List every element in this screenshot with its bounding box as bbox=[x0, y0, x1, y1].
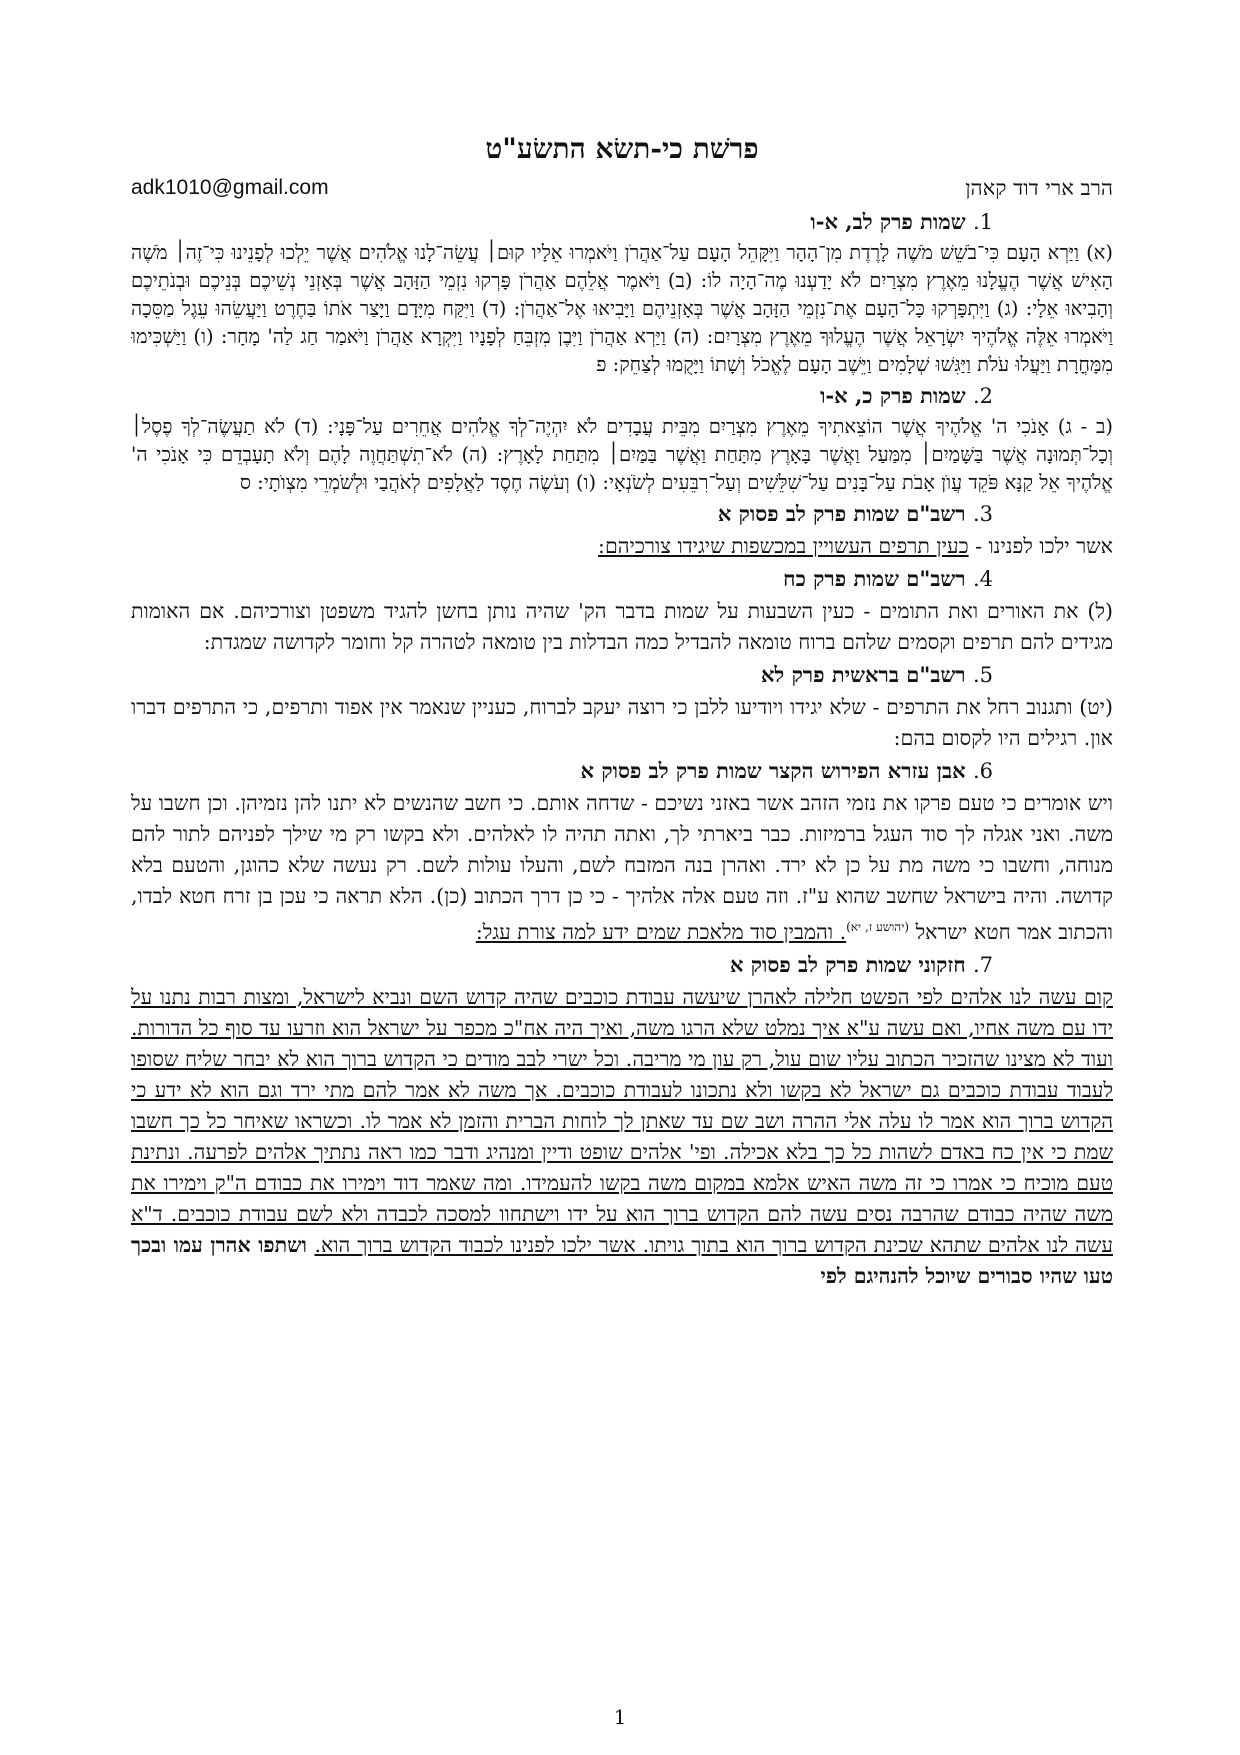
section-number: 6. bbox=[972, 759, 993, 783]
section-text-6 bbox=[131, 788, 1113, 948]
section-heading-7 bbox=[131, 948, 1113, 982]
section-heading-4 bbox=[131, 562, 1113, 596]
header-line bbox=[131, 176, 1113, 201]
body-text: ויש אומרים כי טעם פרקו את נזמי הזהב אשר באזני נשיכם - שדחה אותם. כי חשב שהנשים לא יתנו להן נזמיהן. וכן חשבו על משה. ואני אגלה לך סוד העגל ברמיזות. כבר ביארתי לך, ואתה תהיה לו לאלהים. ולא בקשו רק מי שילך לפניהם לתור להם מנוחה, וחשבו כי משה מת על כן לא ירד. ואהרן בנה המזבח לשם, והעלו עולות לשם. רק נעשה שלא כהוגן, והטעם בלא קדושה. והיה בישראל שחשב שהוא ע"ז. וזה טעם אלה אלהיך - כי כן דרך הכתוב (כן). הלא תראה כי עכן בן זרח חטא לבדו, והכתוב אמר חטא ישראל bbox=[131, 791, 1113, 944]
section-heading-5 bbox=[131, 658, 1113, 692]
section-heading-6 bbox=[131, 754, 1113, 788]
bold-text: ושתפו אהרן עמו ובכך טעו שהיו סבורים שיוכל להנהיגם לפי bbox=[131, 1232, 1113, 1288]
reference-note: (יהושע ז, יא) bbox=[846, 920, 910, 934]
section-number: 4. bbox=[972, 567, 993, 591]
section-title: רשב"ם שמות פרק לב פסוק א bbox=[717, 501, 966, 526]
section-text-5: (יט) ותגנוב רחל את התרפים - שלא יגידו ויודיעו ללבן כי רוצה יעקב לברוח, כעניין שנאמר אין אפוד ותרפים, כי התרפים דברו און. רגילים היו לקסום בהם: bbox=[131, 695, 1113, 750]
section-number: 2. bbox=[972, 384, 993, 408]
section-text-4: (ל) את האורים ואת התומים - כעין השבעות על שמות בדבר הק' שהיה נותן בחשן להגיד משפטן וצורכיהם. אם האומות מגידים להם תרפים וקסמים שלהם ברוח טומאה להבדיל כמה הבדלות בין טומאה לטהרה קל וחומר לקדושה שמגדת: bbox=[131, 599, 1113, 654]
section-title: רשב"ם בראשית פרק לא bbox=[760, 662, 966, 687]
section-heading-3 bbox=[131, 497, 1113, 531]
document-page bbox=[131, 132, 1113, 1292]
section-text-3 bbox=[131, 531, 1113, 562]
section-text-7 bbox=[131, 982, 1113, 1292]
section-number: 1. bbox=[972, 210, 993, 234]
underlined-text: . והמבין סוד מלאכת שמים ידע למה צורת עגל: bbox=[475, 919, 847, 944]
section-heading-1 bbox=[131, 205, 1113, 239]
underlined-text: כעין תרפים העשויין במכשפות שיגידו צורכיהם: bbox=[598, 534, 969, 558]
section-number: 5. bbox=[972, 663, 993, 687]
section-number: 7. bbox=[972, 952, 993, 977]
lead-text: אשר ילכו לפנינו - bbox=[968, 534, 1113, 558]
section-title: רשב"ם שמות פרק כח bbox=[783, 566, 966, 591]
section-title: אבן עזרא הפירוש הקצר שמות פרק לב פסוק א bbox=[580, 758, 966, 783]
section-heading-2 bbox=[131, 379, 1113, 413]
section-title: שמות פרק כ, א-ו bbox=[820, 383, 966, 408]
author-name: הרב ארי דוד קאהן bbox=[965, 176, 1113, 200]
section-text-1: (א) וַיַּרְא הָעָם כִּי־בֹשֵׁשׁ מֹשֶׁה לָרֶדֶת מִן־הָהָר וַיִּקָּהֵל הָעָם עַל־אַהֲרֹן וַיֹּאמְרוּ אֵלָיו קוּם׀ עֲשֵׂה־לָנוּ אֱלֹהִים אֲשֶׁר יֵלְכוּ לְפָנֵינוּ כִּי־זֶה׀ מֹשֶׁה הָאִישׁ אֲשֶׁר הֶעֱלָנוּ מֵאֶרֶץ מִצְרַיִם לֹא יָדַעְנוּ מֶה־הָיָה לוֹ: (ב) וַיֹּאמֶר אֲלֵהֶם אַהֲרֹן פָּרְקוּ נִזְמֵי הַזָּהָב אֲשֶׁר בְּאָזְנֵי נְשֵׁיכֶם בְּנֵיכֶם וּבְנֹתֵיכֶם וְהָבִיאוּ אֵלָי: (ג) וַיִּתְפָּרְקוּ כָּל־הָעָם אֶת־נִזְמֵי הַזָּהָב אֲשֶׁר בְּאָזְנֵיהֶם וַיָּבִיאוּ אֶל־אַהֲרֹן: (ד) וַיִּקַּח מִיָּדָם וַיָּצַר אֹתוֹ בַּחֶרֶט וַיַּעֲשֵׂהוּ עֵגֶל מַסֵּכָה וַיֹּאמְרוּ אֵלֶּה אֱלֹהֶיךָ יִשְׂרָאֵל אֲשֶׁר הֶעֱלוּךָ מֵאֶרֶץ מִצְרָיִם: (ה) וַיַּרְא אַהֲרֹן וַיִּבֶן מִזְבֵּחַ לְפָנָיו וַיִּקְרָא אַהֲרֹן וַיֹּאמַר חַג לַה' מָחָר: (ו) וַיַּשְׁכִּימוּ מִמָּחֳרָת וַיַּעֲלוּ עֹלֹת וַיַּגִּשׁוּ שְׁלָמִים וַיֵּשֶׁב הָעָם לֶאֱכֹל וְשָׁתוֹ וַיָּקֻמוּ לְצַחֵק: פ bbox=[131, 241, 1113, 376]
section-number: 3. bbox=[972, 502, 993, 526]
document-title: פרשׁת כי-תשׂא התשׂע"ט bbox=[485, 132, 759, 165]
section-text-2: (ב - ג) אָנֹכִי ה' אֱלֹהֶיךָ אֲשֶׁר הוֹצֵאתִיךָ מֵאֶרֶץ מִצְרַיִם מִבֵּית עֲבָדִים לֹא יִהְיֶה־לְךָ אֱלֹהִים אֲחֵרִים עַל־פָּנָי: (ד) לֹא תַעֲשֶׂה־לְךָ פֶסֶל׀ וְכָל־תְּמוּנָה אֲשֶׁר בַּשָּׁמַיִם׀ מִמַּעַל וַאֲשֶׁר בָּאָרֶץ מִתָּחַת וַאֲשֶׁר בַּמַּיִם׀ מִתַּחַת לָאָרֶץ: (ה) לֹא־תִשְׁתַּחֲוֶה לָהֶם וְלֹא תָעָבְדֵם כִּי אָנֹכִי ה' אֱלֹהֶיךָ אֵל קַנָּא פֹּקֵד עֲוֺן אָבֹת עַל־בָּנִים עַל־שִׁלֵּשִׁים וְעַל־רִבֵּעִים לְשֹׂנְאָי: (ו) וְעֹשֶׂה חֶסֶד לַאֲלָפִים לְאֹהֲבַי וּלְשֹׁמְרֵי מִצְוֺתָי: ס bbox=[131, 415, 1113, 494]
section-title: שמות פרק לב, א-ו bbox=[810, 209, 966, 234]
author-email: adk1010@gmail.com bbox=[131, 176, 329, 199]
page-number: 1 bbox=[613, 1705, 627, 1729]
section-title: חזקוני שמות פרק לב פסוק א bbox=[729, 951, 966, 977]
underlined-text: קום עשה לנו אלהים לפי הפשט חלילה לאהרן שיעשה עבודת כוכבים שהיה קדוש השם ונביא לישראל, ומצות רבות נתנו על ידו עם משה אחיו, ואם עשה ע"א איך נמלט שלא הרגו משה, ואיך היה אח"כ מכפר על ישראל הוא וזרעו עד סוף כל הדורות. ועוד לא מצינו שהזכיר הכתוב עליו שום עול, רק עון מי מריבה. וכל ישרי לבב מודים כי הקדוש ברוך הוא לא יבחר שליח שסופו לעבוד עבודת כוכבים גם ישראל לא בקשו ולא נתכונו לעבודת כוכבים. אך משה לא אמר להם מתי ירד וגם הוא לא ידע כי הקדוש ברוך הוא אמר לו עלה אלי ההרה ושב שם עד שאתן לך לוחות הברית והזמן לא אמר לו. וכשראו שאיחר כל כך חשבו שמת כי אין כח באדם לשהות כל כך בלא אכילה. ופי' אלהים שופט ודיין ומנהיג ודבר כמו ראה נתתיך אלהים לפרעה. ונתינת טעם מוכיח כי אמרו כי זה משה האיש אלמא במקום משה בקשו להעמידו. ומה שאמר דוד וימירו את כבודם ה"ק וימירו את משה שהיה כבודם שהרבה נסים עשה להם הקדוש ברוך הוא על ידו וישתחוו למסכה לכבדה ולא לשם עבודת כוכבים. ד"א עשה לנו אלהים שתהא שכינת הקדוש ברוך הוא בתוך גויתו. אשר ילכו לפנינו לכבוד הקדוש ברוך הוא. bbox=[131, 984, 1113, 1257]
